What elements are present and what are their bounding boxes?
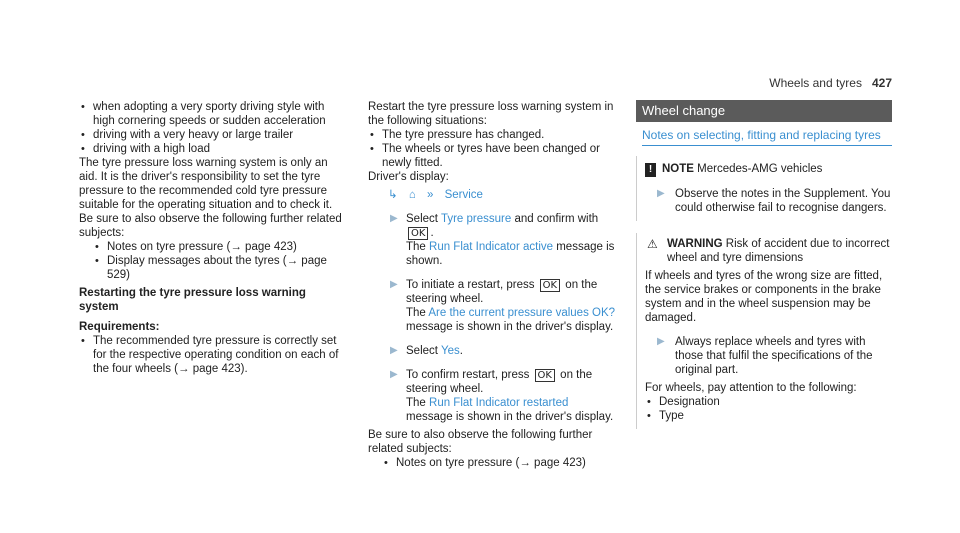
- ok-key-icon: OK: [535, 369, 555, 382]
- list-item: • Type: [645, 409, 892, 423]
- note-box: [636, 156, 892, 221]
- step-arrow-icon: ▶: [390, 345, 398, 356]
- service-menu-label: Service: [444, 189, 483, 201]
- step-arrow-icon: ▶: [657, 336, 665, 347]
- menu-item-tyre-pressure: Tyre pressure: [440, 213, 512, 225]
- list-item: • driving with a high load: [79, 142, 347, 156]
- display-label: Driver's display:: [368, 171, 449, 183]
- instruction-step: ▶ Observe the notes in the Supplement. You could otherwise fail to recognise dangers.: [657, 188, 891, 214]
- warning-title: WARNING: [667, 238, 723, 250]
- column-3: [636, 100, 892, 429]
- display-message: Are the current pressure values OK?: [428, 307, 616, 319]
- step-arrow-icon: ▶: [390, 279, 398, 290]
- instruction-step: ▶ Select Yes.: [390, 345, 463, 357]
- paragraph: Be sure to also observe the following further related subjects:: [79, 213, 342, 239]
- menu-item-yes: Yes: [440, 345, 460, 357]
- ok-key-icon: OK: [408, 227, 428, 240]
- list-item: • The tyre pressure has changed.: [368, 128, 618, 142]
- notice-icon: !: [645, 163, 656, 177]
- bullet-list-top: [79, 100, 347, 156]
- paragraph: For wheels, pay attention to the following:: [645, 382, 857, 394]
- list-item: • The recommended tyre pressure is correctly set for the respective operating condition on each of the four wheels (→ page 423).: [79, 334, 347, 376]
- page-number: 427: [871, 76, 892, 90]
- running-header: [769, 76, 892, 90]
- chevron-right-icon: »: [427, 189, 434, 201]
- situations-list: [368, 128, 618, 170]
- related-list: [368, 456, 618, 470]
- instruction-step: ▶ Always replace wheels and tyres with those that fulfil the specifications of the original part.: [657, 336, 873, 376]
- requirements-list: [79, 334, 347, 376]
- requirements-heading: Requirements:: [79, 321, 160, 333]
- list-item: • when adopting a very sporty driving style with high cornering speeds or sudden acceleration: [79, 100, 347, 128]
- header-section: Wheels and tyres: [769, 76, 862, 90]
- section-title-bar: Wheel change: [636, 100, 892, 122]
- section-heading: Restarting the tyre pressure loss warning system: [79, 287, 306, 313]
- column-1: [79, 100, 347, 376]
- paragraph: Restart the tyre pressure loss warning system in the following situations:: [368, 101, 614, 127]
- note-title: NOTE: [662, 163, 694, 175]
- display-message: Run Flat Indicator active: [429, 241, 554, 253]
- instruction-step: ▶ Select Tyre pressure and confirm with OK . The Run Flat Indicator active message is shown.: [390, 213, 615, 267]
- paragraph: Be sure to also observe the following further related subjects:: [368, 429, 593, 455]
- related-link[interactable]: • Display messages about the tyres (→ page 529): [93, 254, 347, 282]
- subsection-title: Notes on selecting, fitting and replacing tyres: [642, 128, 892, 146]
- ok-key-icon: OK: [540, 279, 560, 292]
- list-item: • The wheels or tyres have been changed or newly fitted.: [368, 142, 618, 170]
- step-arrow-icon: ▶: [390, 213, 398, 224]
- list-item: • Designation: [645, 395, 892, 409]
- related-list: [79, 240, 347, 282]
- instruction-step: ▶ To initiate a restart, press OK on the steering wheel. The Are the current pressure values OK? message is shown in the driver's display.: [390, 279, 616, 333]
- warning-box: [636, 233, 892, 429]
- home-icon: ⌂: [408, 189, 416, 201]
- step-arrow-icon: ▶: [657, 188, 665, 199]
- related-link[interactable]: • Notes on tyre pressure (→ page 423): [382, 456, 618, 470]
- paragraph: The tyre pressure loss warning system is only an aid. It is the driver's responsibility to set the tyre pressure to the recommended cold tyre pressure suitable for the operating situation and to check it.: [79, 157, 333, 211]
- note-text: Mercedes-AMG vehicles: [693, 163, 823, 175]
- display-message: Run Flat Indicator restarted: [429, 397, 569, 409]
- warning-text: Risk of accident due to incorrect wheel and tyre dimensions: [667, 238, 890, 264]
- submenu-arrow-icon: ↳: [388, 189, 398, 201]
- list-item: • driving with a very heavy or large trailer: [79, 128, 347, 142]
- warning-triangle-icon: ⚠: [647, 237, 658, 251]
- column-2: [368, 100, 618, 470]
- menu-path: [388, 188, 618, 202]
- step-arrow-icon: ▶: [390, 369, 398, 380]
- instruction-step: ▶ To confirm restart, press OK on the steering wheel. The Run Flat Indicator restarted message is shown in the driver's display.: [390, 369, 614, 423]
- related-link[interactable]: • Notes on tyre pressure (→ page 423): [93, 240, 347, 254]
- paragraph: If wheels and tyres of the wrong size are fitted, the service brakes or components in the brake system and in the wheel suspension may be damaged.: [645, 270, 883, 324]
- attention-list: [645, 395, 892, 423]
